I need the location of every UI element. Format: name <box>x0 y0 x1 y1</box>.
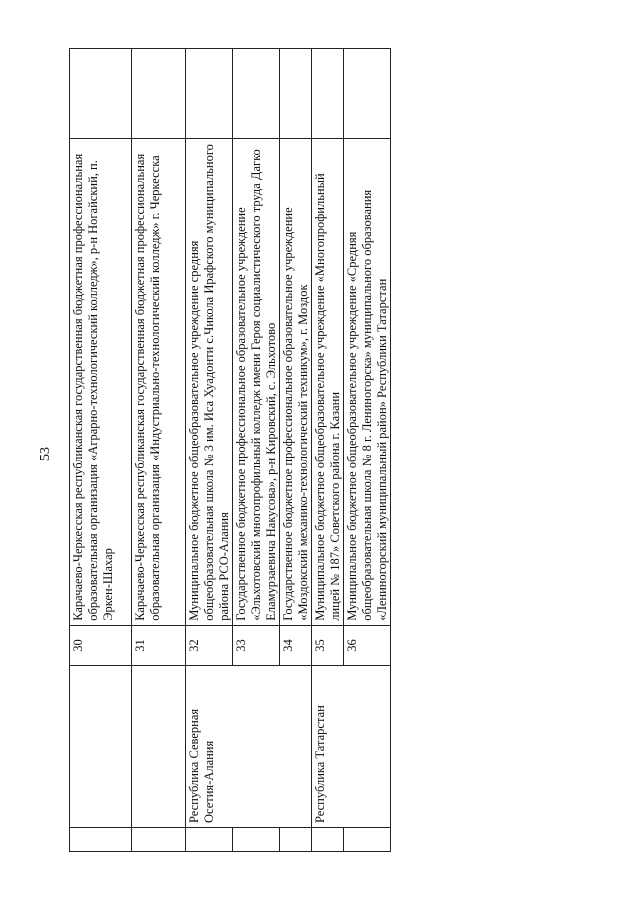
organization-cell: Муниципальное бюджетное общеобразовательное учреждение средняя общеобразовательная школа № 3 им. Иса Хуадонти с.Чикола Ирафского муниципального района РСО-Алания <box>186 138 233 625</box>
empty-cell <box>186 828 233 852</box>
organization-cell: Государственное бюджетное профессиональное образовательное учреждение «Моздокский механико-технологический техникум», г. Моздок <box>280 138 312 625</box>
table-row <box>312 49 344 852</box>
empty-cell <box>132 828 186 852</box>
empty-cell <box>233 828 280 852</box>
empty-cell <box>280 49 312 139</box>
table-row <box>186 49 233 852</box>
organization-cell: Муниципальное бюджетное общеобразовательное учреждение «Многопрофильный лицей № 187» Советского района г. Казани <box>312 138 344 625</box>
organization-cell: Государственное бюджетное профессиональное образовательное учреждение «Эльхотовский многопрофильный колледж имени Героя социалистического труда Дагко Еламурзаевича Накусова», р-н Кировский, с. Эльхотово <box>233 138 280 625</box>
organizations-table <box>69 48 391 852</box>
row-number: 35 <box>312 625 344 665</box>
region-cell: Республика Татарстан <box>312 666 391 828</box>
table-row <box>70 49 132 852</box>
empty-cell <box>132 49 186 139</box>
region-cell <box>132 666 186 828</box>
empty-cell <box>344 828 391 852</box>
row-number: 31 <box>132 625 186 665</box>
organization-cell: Карачаево-Черкесская республиканская государственная бюджетная профессиональная образовательная организация «Индустриально-технологический колледж» г. Черкесска <box>132 138 186 625</box>
row-number: 32 <box>186 625 233 665</box>
table-row <box>132 49 186 852</box>
empty-cell <box>70 49 132 139</box>
empty-cell <box>280 828 312 852</box>
empty-cell <box>344 49 391 139</box>
row-number: 36 <box>344 625 391 665</box>
row-number: 34 <box>280 625 312 665</box>
empty-cell <box>312 828 344 852</box>
empty-cell <box>186 49 233 139</box>
region-cell: Республика Северная Осетия-Алания <box>186 666 312 828</box>
row-number: 33 <box>233 625 280 665</box>
organization-cell: Карачаево-Черкесская республиканская государственная бюджетная профессиональная образовательная организация «Аграрно-технологический колледж», р-н Ногайский, п. Эркен-Шахар <box>70 138 132 625</box>
empty-cell <box>233 49 280 139</box>
row-number: 30 <box>70 625 132 665</box>
region-cell <box>70 666 132 828</box>
organization-cell: Муниципальное бюджетное общеобразовательное учреждение «Средняя общеобразовательная школа № 8 г. Лениногорска» муниципального образования «Лениногорский муниципальный район» Республики Татарстан <box>344 138 391 625</box>
empty-cell <box>312 49 344 139</box>
empty-cell <box>70 828 132 852</box>
page-number: 53 <box>38 447 53 461</box>
